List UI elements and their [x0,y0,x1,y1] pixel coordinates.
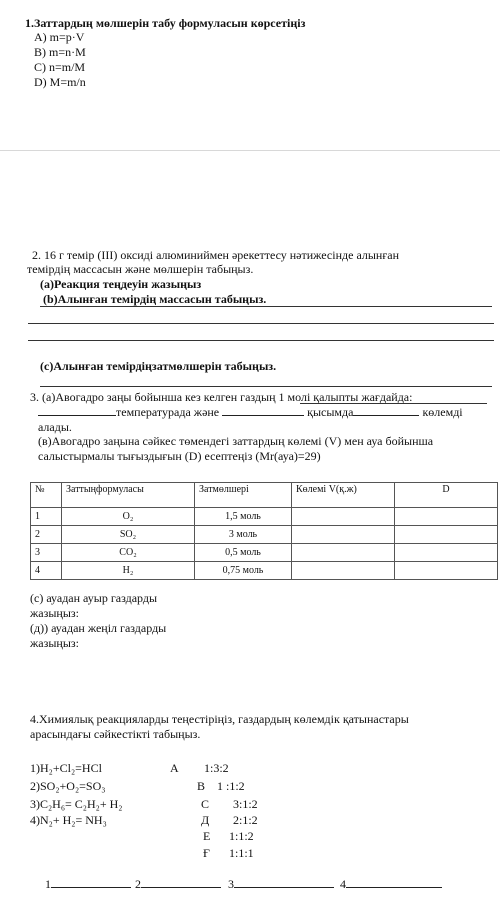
volume-cell[interactable] [292,508,395,526]
formula-cell: CO₂ [62,544,195,562]
table-row [31,562,498,580]
answer-ratio: 1:1:2 [229,829,254,843]
table-header: D [395,483,498,508]
answer-ratio: 2:1:2 [233,813,258,827]
formula-cell: SO₂ [62,526,195,544]
volume-cell[interactable] [292,562,395,580]
answer-ratio: 1:3:2 [204,761,229,775]
table-row [31,508,498,526]
answer-slot-3: 3 [228,877,334,892]
q3-line1: 3. (а)Авогадро заңы бойынша кез келген газдың 1 молі қалыпты жағдайда: [30,390,413,404]
table-header: Затмөлшері [195,483,292,508]
q3-part-d: (д)) ауадан жеңіл газдарды [30,621,167,635]
q3-line3: алады. [38,420,72,434]
q3-part-b-line1: (в)Авогадро заңына сәйкес төмендегі заттардың көлемі (V) мен ауа бойынша [38,434,434,448]
table-row [31,526,498,544]
formula-cell: O₂ [62,508,195,526]
answer-line [28,340,494,341]
row-number: 4 [31,562,62,580]
q2-part-b: (b)Алынған темірдің массасын табыңыз. [43,292,267,306]
q3-part-d-2: жазыңыз: [30,636,79,650]
answer-letter: A [170,761,179,775]
answer-line [40,386,492,387]
q4-title-2: арасындағы сәйкестікті табыңыз. [30,727,201,741]
answer-slot-4: 4 [340,877,442,892]
answer-letter: B [197,779,206,793]
fill-blank[interactable] [353,415,419,416]
table-header: Көлемі V(қ.ж) [292,483,395,508]
fill-blank[interactable] [234,887,334,888]
table-header: № [31,483,62,508]
reaction-1: 1)H₂+Cl₂=HCl [30,761,102,775]
answer-letter: E [203,829,211,843]
page-divider [0,150,500,151]
density-cell[interactable] [395,526,498,544]
answer-line [300,403,487,404]
q3-part-c-2: жазыңыз: [30,606,79,620]
reaction-4: 4)N₂+ H₂= NH₃ [30,813,107,827]
formula-cell: H₂ [62,562,195,580]
answer-letter: Д [201,813,210,827]
q1-title: 1.Заттардың мөлшерін табу формуласын көрсетіңіз [25,16,306,30]
q2-part-a: (a)Реакция теңдеуін жазыңыз [40,277,202,291]
answer-ratio: 1 :1:2 [217,779,245,793]
q1-option-d: D) M=m/n [34,75,86,89]
answer-slot-2: 2 [135,877,221,892]
table-header: Заттыңформуласы [62,483,195,508]
q3-line2: температурада және қысымда көлемді [38,405,463,420]
answer-line [28,323,494,324]
answer-letter: C [201,797,210,811]
answer-ratio: 1:1:1 [229,846,254,860]
fill-blank[interactable] [38,415,116,416]
q2-part-c: (c)Алынған темірдіңзатмөлшерін табыңыз. [40,359,277,373]
q3-part-c: (с) ауадан ауыр газдарды [30,591,158,605]
row-number: 1 [31,508,62,526]
row-number: 2 [31,526,62,544]
volume-cell[interactable] [292,526,395,544]
amount-cell: 3 моль [195,526,292,544]
q2-title-line2: темірдің массасын және мөлшерін табыңыз. [27,262,254,276]
reaction-2: 2)SO₂+O₂=SO₃ [30,779,106,793]
fill-blank[interactable] [222,415,304,416]
q2-title: 2. 16 г темір (ІІІ) оксиді алюминиймен әрекеттесу нәтижесінде алынған [32,248,400,262]
amount-cell: 0,5 моль [195,544,292,562]
fill-blank[interactable] [346,887,442,888]
q1-option-a: A) m=p·V [34,30,85,44]
table-row [31,544,498,562]
q4-title: 4.Химиялық реакцияларды теңестіріңіз, газдардың көлемдік қатынастары [30,712,409,726]
answer-letter: Ғ [203,846,210,860]
density-cell[interactable] [395,544,498,562]
fill-blank[interactable] [51,887,131,888]
answer-slot-1: 1 [45,877,131,892]
answer-ratio: 3:1:2 [233,797,258,811]
volume-cell[interactable] [292,544,395,562]
amount-cell: 0,75 моль [195,562,292,580]
density-cell[interactable] [395,508,498,526]
q1-option-c: C) n=m/M [34,60,86,74]
q1-option-b: B) m=n·M [34,45,86,59]
amount-cell: 1,5 моль [195,508,292,526]
q3-part-b-line2: салыстырмалы тығыздығын (D) есептеңіз (Mr(ауа)=29) [38,449,321,463]
fill-blank[interactable] [141,887,221,888]
substance-table [30,482,498,580]
row-number: 3 [31,544,62,562]
density-cell[interactable] [395,562,498,580]
reaction-3: 3)C₂H₆= C₂H₂+ H₂ [30,797,123,811]
